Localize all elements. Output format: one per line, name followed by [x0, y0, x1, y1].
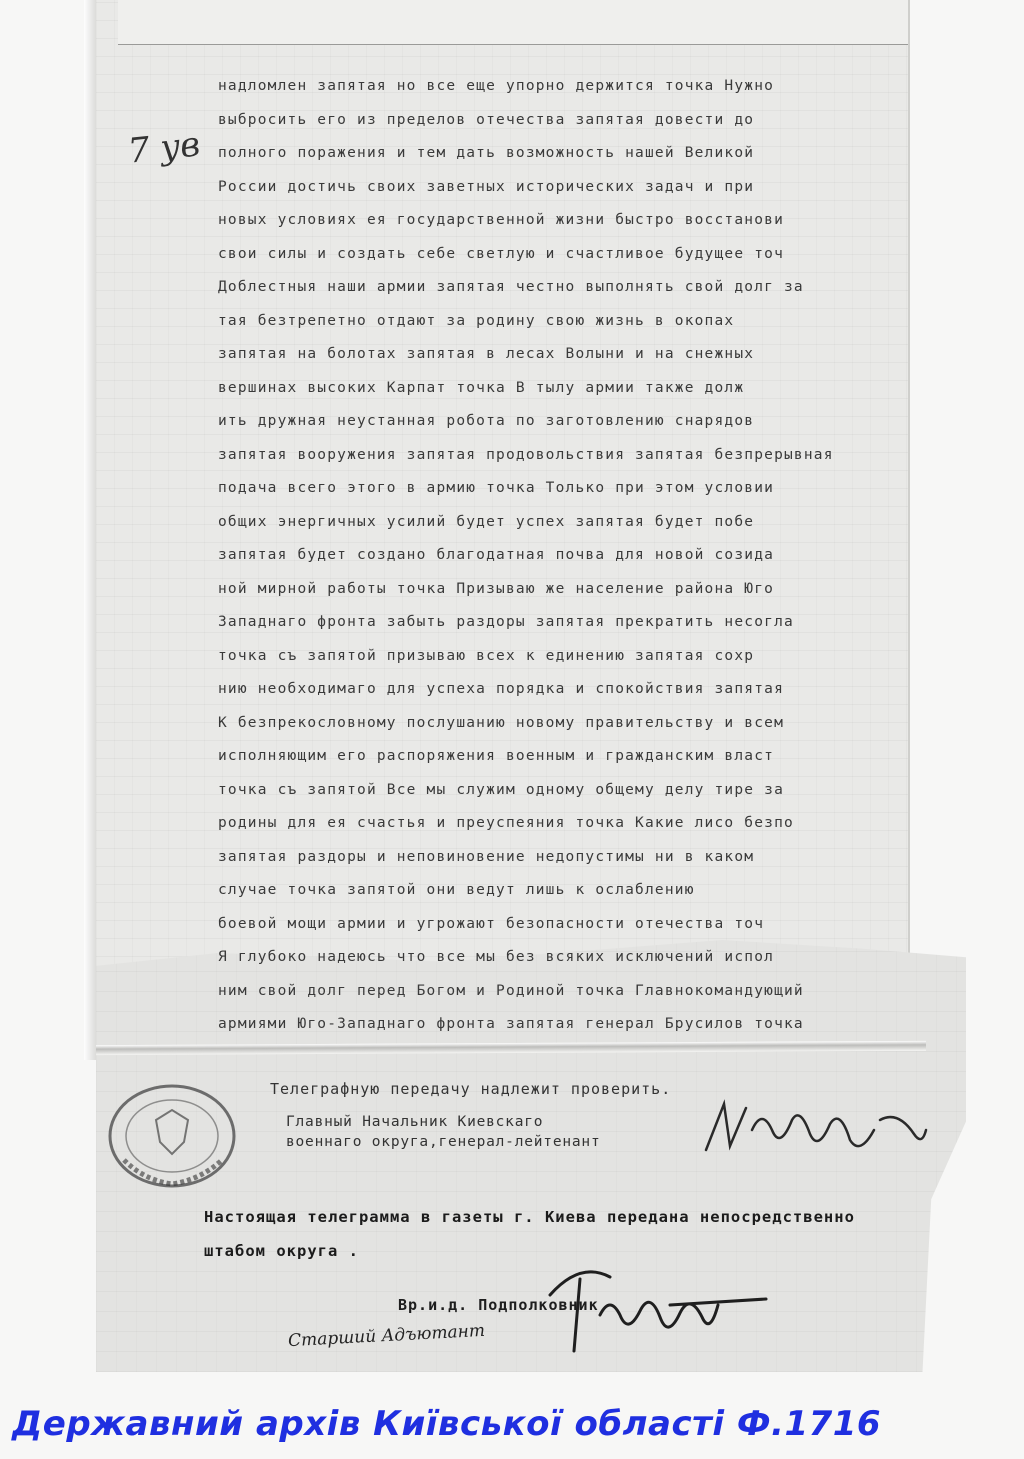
text-line: свои силы и создать себе светлую и счастливое будущее точ: [218, 245, 784, 262]
text-line: ним свой долг перед Богом и Родиной точка Главнокомандующий: [218, 982, 804, 999]
archive-caption: Державний архів Київської області Ф.1716: [12, 1404, 882, 1444]
text-line: вершинах высоких Карпат точка В тылу армии также долж: [218, 379, 745, 396]
notice-line: Настоящая телеграмма в газеты г. Киева передана непосредственно: [204, 1208, 855, 1226]
text-line: нию необходимаго для успеха порядка и спокойствия запятая: [218, 681, 784, 697]
telegram-body-text: [218, 70, 908, 1042]
text-line: ной мирной работы точка Призываю же население района Юго: [218, 580, 775, 597]
handwritten-adjutant-note: Старший Адъютант: [287, 1320, 486, 1352]
lieutenant-colonel-signature: [540, 1255, 780, 1375]
text-line: ить дружная неустанная робота по заготовлению снарядов: [218, 413, 755, 429]
text-line: исполняющим его распоряжения военным и гражданским власт: [218, 748, 775, 764]
verification-note: Телеграфную передачу надлежит проверить.: [270, 1080, 672, 1098]
text-line: боевой мощи армии и угрожают безопасности отечества точ: [218, 915, 765, 932]
text-line: Западнаго фронта забыть раздоры запятая прекратить несогла: [218, 614, 794, 630]
text-line: тая безтрепетно отдают за родину свою жизнь в окопах: [218, 312, 735, 329]
text-line: подача всего этого в армию точка Только при этом условии: [218, 480, 775, 496]
text-line: родины для ея счастья и преуспеяния точка Какие лисо безпо: [218, 815, 794, 831]
official-seal-stamp: [104, 1080, 244, 1200]
text-line: армиями Юго-Западнаго фронта запятая генерал Брусилов точка: [218, 1016, 804, 1032]
text-line: полного поражения и тем дать возможность нашей Великой: [218, 145, 755, 161]
general-signature: [700, 1090, 930, 1170]
text-line: запятая раздоры и неповиновение недопустимы ни в каком: [218, 848, 755, 865]
text-line: надломлен запятая но все еще упорно держится точка Нужно: [218, 78, 775, 94]
text-line: запятая вооружения запятая продовольствия запятая безпрерывная: [218, 446, 834, 463]
handwritten-margin-note: 7 ув: [126, 124, 202, 172]
text-line: точка съ запятой Все мы служим одному общему делу тире за: [218, 781, 784, 798]
paper-fold-top: [118, 0, 908, 45]
text-line: общих энергичных усилий будет успех запятая будет побе: [218, 513, 755, 530]
notice-line: штабом округа .: [204, 1242, 359, 1260]
signatory-title-line: Главный Начальник Киевскаго: [286, 1114, 544, 1130]
signatory-title: [286, 1112, 600, 1152]
text-line: К безпрекословному послушанию новому правительству и всем: [218, 714, 784, 731]
text-line: запятая будет создано благодатная почва для новой созида: [218, 547, 775, 563]
text-line: Я глубоко надеюсь что все мы без всяких исключений испол: [218, 949, 775, 965]
text-line: запятая на болотах запятая в лесах Волыни и на снежных: [218, 346, 755, 362]
signatory-title-line: военнаго округа,генерал-лейтенант: [286, 1134, 601, 1150]
text-line: Доблестныя наши армии запятая честно выполнять свой долг за: [218, 279, 804, 295]
text-line: России достичь своих заветных исторических задач и при: [218, 178, 755, 195]
text-line: случае точка запятой они ведут лишь к ослаблению: [218, 882, 695, 898]
officer-rank-label: Вр.и.д. Подполковник: [398, 1296, 599, 1314]
text-line: выбросить его из пределов отечества запятая довести до: [218, 111, 755, 128]
text-line: новых условиях ея государственной жизни быстро восстанови: [218, 212, 784, 228]
text-line: точка съ запятой призываю всех к единению запятая сохр: [218, 647, 755, 664]
